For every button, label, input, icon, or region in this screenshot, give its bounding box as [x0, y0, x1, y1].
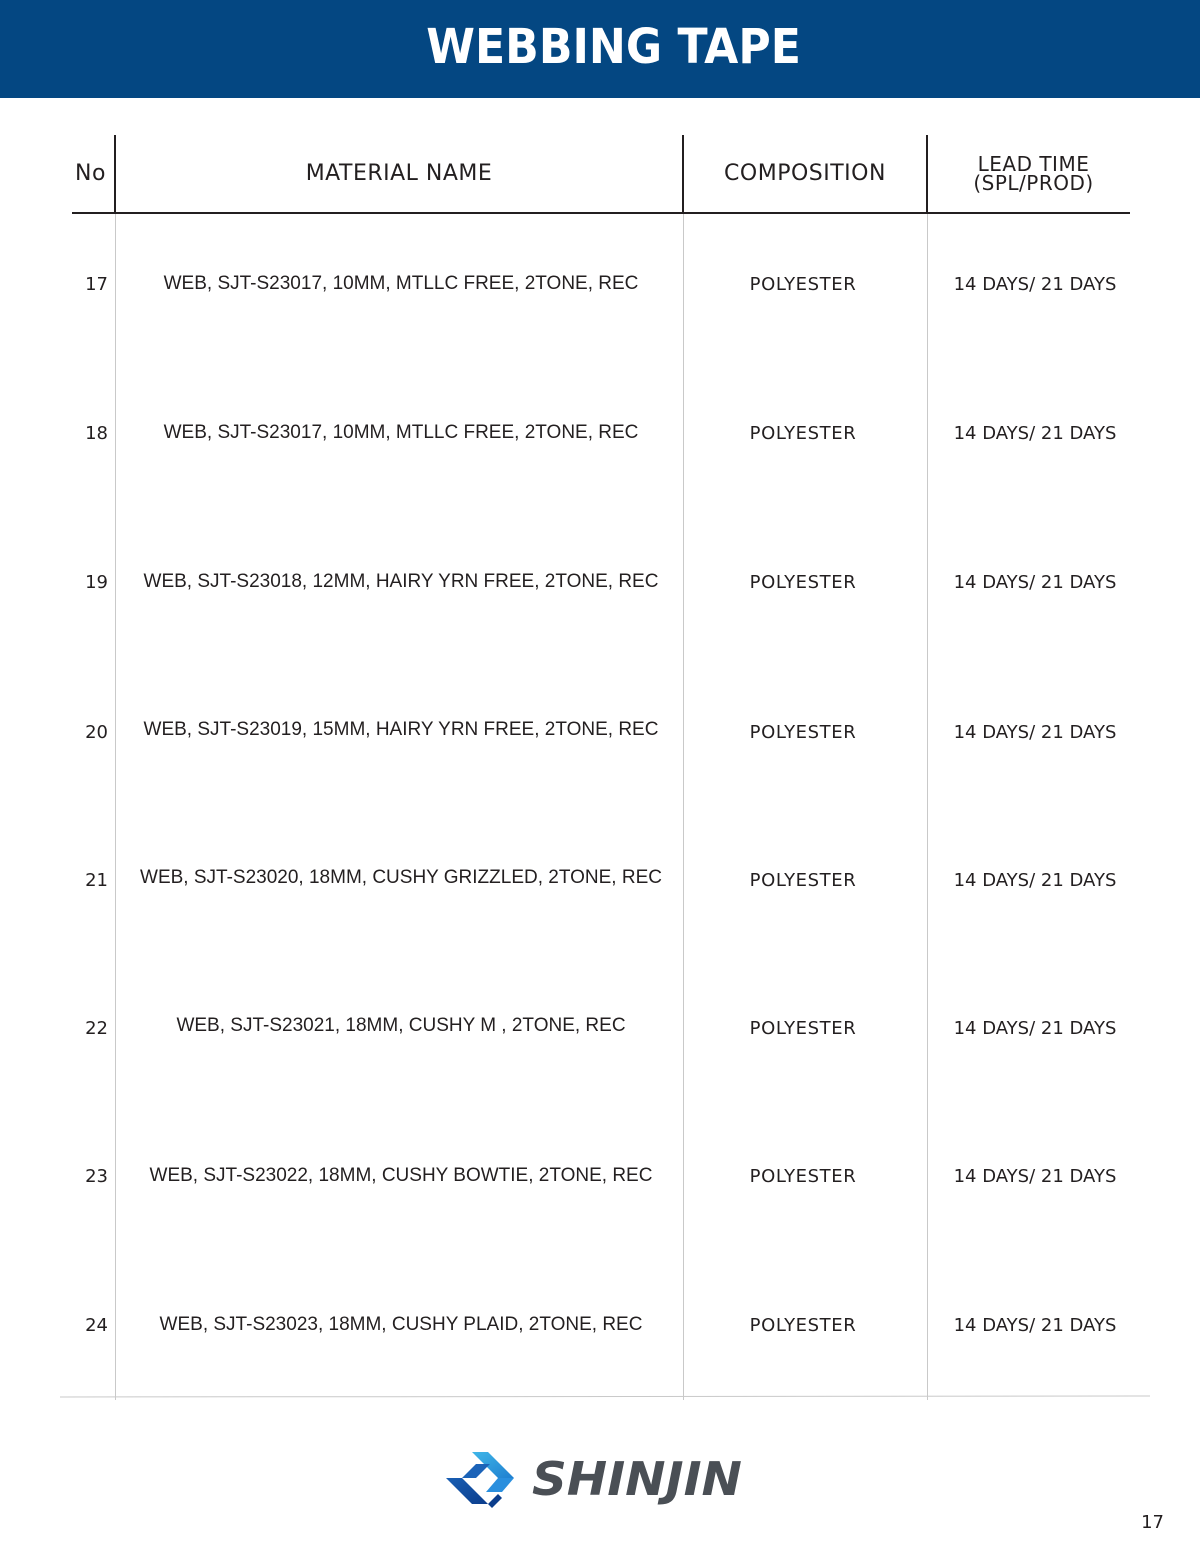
cell-material: WEB, SJT-S23023, 18MM, CUSHY PLAID, 2TONE, REC: [159, 1314, 643, 1335]
cell-no: 20: [85, 721, 108, 743]
cell-material: WEB, SJT-S23017, 10MM, MTLLC FREE, 2TONE, REC: [163, 422, 639, 443]
column-divider: [683, 214, 684, 1400]
column-divider: [114, 135, 116, 214]
cell-no: 21: [85, 869, 108, 891]
table-row: [72, 1011, 1130, 1041]
table-header: [72, 135, 1130, 214]
cell-material: WEB, SJT-S23019, 15MM, HAIRY YRN FREE, 2TONE, REC: [143, 719, 659, 740]
cell-lead-time: 14 DAYS/ 21 DAYS: [953, 571, 1117, 593]
cell-material: WEB, SJT-S23020, 18MM, CUSHY GRIZZLED, 2TONE, REC: [140, 867, 662, 888]
cell-no: 23: [85, 1165, 108, 1187]
table-row: [72, 269, 1130, 299]
header-composition: COMPOSITION: [724, 161, 886, 186]
table-header-row: [72, 135, 1130, 214]
cell-composition: POLYESTER: [749, 571, 857, 593]
cell-lead-time: 14 DAYS/ 21 DAYS: [953, 869, 1117, 891]
cell-lead-time: 14 DAYS/ 21 DAYS: [953, 1165, 1117, 1187]
cell-composition: POLYESTER: [749, 1314, 857, 1336]
cell-no: 17: [85, 273, 108, 295]
cell-lead-time: 14 DAYS/ 21 DAYS: [953, 1314, 1117, 1336]
cell-lead-time: 14 DAYS/ 21 DAYS: [953, 422, 1117, 444]
cell-composition: POLYESTER: [749, 1165, 857, 1187]
column-divider: [926, 135, 928, 214]
cell-lead-time: 14 DAYS/ 21 DAYS: [953, 1017, 1117, 1039]
header-no: No: [75, 161, 106, 186]
cell-no: 18: [85, 422, 108, 444]
cell-composition: POLYESTER: [749, 869, 857, 891]
table-row: [72, 863, 1130, 893]
table-row: [72, 1161, 1130, 1191]
column-divider: [927, 214, 928, 1400]
cell-no: 24: [85, 1314, 108, 1336]
cell-material: WEB, SJT-S23017, 10MM, MTLLC FREE, 2TONE, REC: [163, 273, 639, 294]
header-lead-time-line1: LEAD TIME: [977, 151, 1090, 176]
cell-material: WEB, SJT-S23021, 18MM, CUSHY M , 2TONE, REC: [176, 1015, 626, 1036]
page-title: WEBBING TAPE: [426, 19, 802, 75]
title-banner: [0, 0, 1200, 98]
cell-no: 22: [85, 1017, 108, 1039]
table-row: [72, 715, 1130, 745]
cell-composition: POLYESTER: [749, 1017, 857, 1039]
cell-composition: POLYESTER: [749, 422, 857, 444]
cell-material: WEB, SJT-S23018, 12MM, HAIRY YRN FREE, 2TONE, REC: [143, 571, 659, 592]
header-lead-time: [927, 135, 1130, 212]
cell-composition: POLYESTER: [749, 721, 857, 743]
header-material-name: MATERIAL NAME: [305, 161, 493, 186]
table-row: [72, 1310, 1130, 1340]
cell-material: WEB, SJT-S23022, 18MM, CUSHY BOWTIE, 2TONE, REC: [149, 1165, 653, 1186]
table-body: [72, 214, 1130, 1400]
column-divider: [682, 135, 684, 214]
cell-no: 19: [85, 571, 108, 593]
header-lead-time-line2: (SPL/PROD): [973, 170, 1094, 195]
shinjin-logo: [442, 1448, 762, 1512]
cell-lead-time: 14 DAYS/ 21 DAYS: [953, 721, 1117, 743]
cell-lead-time: 14 DAYS/ 21 DAYS: [953, 273, 1117, 295]
brand-name: SHINJIN: [532, 1452, 742, 1506]
table-row: [72, 567, 1130, 597]
shinjin-logo-mark-icon: [442, 1448, 522, 1512]
column-divider: [115, 214, 116, 1400]
cell-composition: POLYESTER: [749, 273, 857, 295]
page-number: 17: [1141, 1512, 1164, 1533]
table-row: [72, 418, 1130, 448]
